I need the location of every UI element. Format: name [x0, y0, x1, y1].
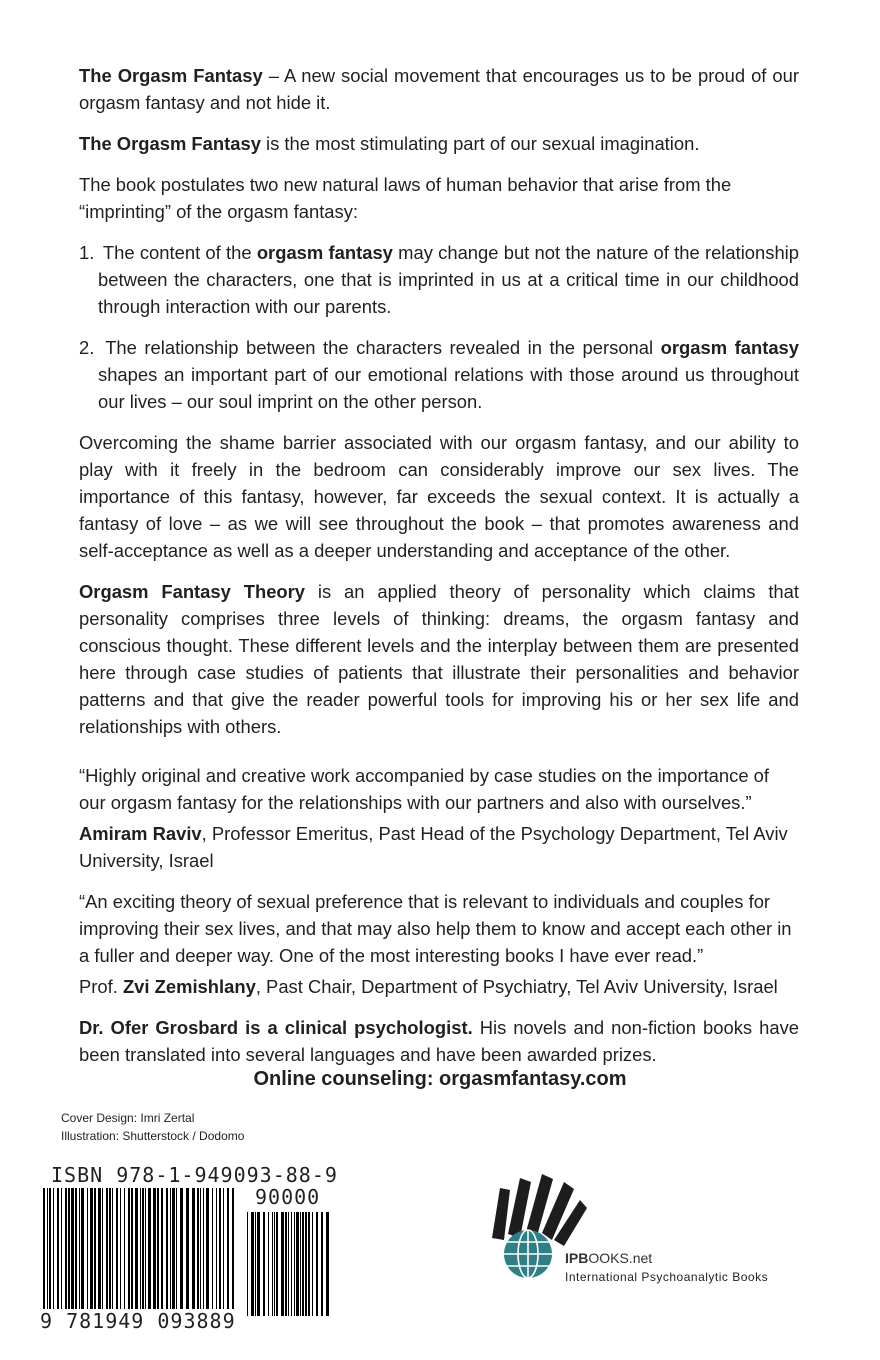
- addon-bar: [251, 1212, 254, 1316]
- brand-rest: OOKS.net: [588, 1250, 653, 1266]
- addon-bar: [285, 1212, 287, 1316]
- theory-paragraph: [79, 578, 799, 740]
- barcode-bar: [212, 1188, 213, 1310]
- law-text-pre: The relationship between the characters revealed in the personal: [98, 337, 661, 358]
- barcode-bar: [176, 1188, 177, 1310]
- theory-bold: Orgasm Fantasy Theory: [79, 581, 306, 602]
- stimulating-rest: is the most stimulating part of our sexual imagination.: [260, 133, 700, 154]
- barcode-bar: [200, 1188, 201, 1310]
- addon-bar: [312, 1212, 313, 1316]
- credits: [61, 1109, 244, 1145]
- barcode-bar: [128, 1188, 130, 1310]
- barcode-bar: [49, 1188, 51, 1310]
- law-text-post: shapes an important part of our emotional relations with those around us throughout our lives – our soul imprint on the other person.: [98, 364, 799, 412]
- stimulating-bold: The Orgasm Fantasy: [79, 133, 261, 154]
- barcode-bar: [98, 1188, 101, 1310]
- barcode-bar: [68, 1188, 70, 1310]
- addon-bar: [300, 1212, 301, 1316]
- barcode-bar: [131, 1188, 133, 1310]
- barcode-bar: [94, 1188, 96, 1310]
- addon-bar: [255, 1212, 256, 1316]
- barcode-bar: [61, 1188, 62, 1310]
- addon-bar: [294, 1212, 295, 1316]
- barcode-bar: [79, 1188, 80, 1310]
- barcode-bar: [206, 1188, 209, 1310]
- addon-bar: [274, 1212, 275, 1316]
- barcode-bar: [43, 1188, 45, 1310]
- barcode-bar: [109, 1188, 111, 1310]
- law-number: 1.: [79, 242, 95, 263]
- blurb-attribution-2: [79, 973, 799, 1000]
- barcode-bar: [142, 1188, 144, 1310]
- barcode-bar: [47, 1188, 48, 1310]
- postulates-paragraph: The book postulates two new natural laws of human behavior that arise from the “imprinting” of the orgasm fantasy:: [79, 174, 732, 222]
- barcode-bar: [153, 1188, 156, 1310]
- blurb-quote-1: “Highly original and creative work accompanied by case studies on the importance of our orgasm fantasy for the relationships with our partners and also with ourselves.”: [79, 765, 770, 813]
- barcode-bar: [219, 1188, 221, 1310]
- law-text-pre: The content of the: [98, 242, 257, 263]
- blurb-quote-2: “An exciting theory of sexual preference that is relevant to individuals and couples for improving their sex lives, and that may also help them to know and accept each other in a fuller and deeper way. One of the most interesting books I have ever read.”: [79, 891, 792, 966]
- addon-bar: [296, 1212, 299, 1316]
- addon-bar: [326, 1212, 329, 1316]
- online-counseling: Online counseling: orgasmfantasy.com: [253, 1068, 627, 1090]
- barcode-bar: [216, 1188, 217, 1310]
- barcode-bar: [135, 1188, 138, 1310]
- attribution-role: , Professor Emeritus, Past Head of the Psychology Department, Tel Aviv University, Israel: [79, 823, 788, 871]
- barcode-bar: [140, 1188, 141, 1310]
- barcode-bar: [87, 1188, 88, 1310]
- barcode-bar: [71, 1188, 74, 1310]
- barcode-bar: [120, 1188, 121, 1310]
- barcode-bar: [57, 1188, 59, 1310]
- addon-bar: [321, 1212, 323, 1316]
- barcode-bar: [223, 1188, 224, 1310]
- barcode-bar: [227, 1188, 229, 1310]
- law-text-post: may change but not the nature of the relationship between the characters, one that is imprinted in us at a critical time in our childhood through interaction with our parents.: [98, 242, 799, 317]
- addon-bar: [308, 1212, 310, 1316]
- law-text-bold: orgasm fantasy: [660, 337, 799, 358]
- barcode-bar: [232, 1188, 234, 1310]
- barcode-bar: [53, 1188, 54, 1310]
- overcoming-paragraph: Overcoming the shame barrier associated with our orgasm fantasy, and our ability to play with it freely in the bedroom can considerably improve our sex lives. The importance of this fantasy, however, far exceeds the sexual context. It is actually a fantasy of love – as we will see throughout the book – that promotes awareness and self-acceptance as well as a deeper understanding and acceptance of the other.: [79, 432, 799, 561]
- barcode-digits: 9 781949 093889: [40, 1309, 236, 1333]
- barcode-bar: [75, 1188, 77, 1310]
- addon-bar: [302, 1212, 304, 1316]
- brand-bold: IPB: [565, 1250, 589, 1266]
- barcode-bar: [172, 1188, 175, 1310]
- barcode-bar: [112, 1188, 113, 1310]
- barcode-bar: [106, 1188, 108, 1310]
- addon-bar: [276, 1212, 278, 1316]
- barcode-bar: [197, 1188, 199, 1310]
- publisher-brand: [565, 1250, 652, 1266]
- cover-design-credit: Cover Design: Imri Zertal: [61, 1111, 195, 1125]
- barcode-bar: [116, 1188, 118, 1310]
- publisher-name: International Psychoanalytic Books: [565, 1270, 769, 1284]
- theory-rest: is an applied theory of personality which claims that personality comprises three levels of thinking: dreams, the orgasm fantasy and conscious thought. These different levels and the interplay between them are presented here through case studies of patients that illustrate their personalities and behavior patterns and that give the reader powerful tools for improving his or her sex life and relationships with others.: [79, 581, 799, 737]
- barcode-bar: [148, 1188, 151, 1310]
- addon-bar: [257, 1212, 260, 1316]
- barcode-bar: [81, 1188, 84, 1310]
- law-item-1: [79, 239, 799, 320]
- barcode-bar: [65, 1188, 67, 1310]
- intro-tagline: – A new social movement that encourages us to be proud of our orgasm fantasy and not hide it.: [79, 65, 800, 113]
- barcode-bar: [192, 1188, 195, 1310]
- stimulating-paragraph: [79, 130, 799, 157]
- illustration-credit: Illustration: Shutterstock / Dodomo: [61, 1129, 245, 1143]
- barcode-bar: [157, 1188, 159, 1310]
- addon-bar: [263, 1212, 265, 1316]
- law-number: 2.: [79, 337, 95, 358]
- barcode-bar: [145, 1188, 146, 1310]
- intro-title: The Orgasm Fantasy: [79, 65, 263, 86]
- law-text-bold: orgasm fantasy: [256, 242, 393, 263]
- addon-bar: [305, 1212, 307, 1316]
- author-bio-rest: His novels and non-fiction books have been translated into several languages and have been awarded prizes.: [79, 1017, 800, 1065]
- barcode-bar: [170, 1188, 171, 1310]
- back-cover-copy: [79, 62, 799, 1082]
- barcode-bar: [203, 1188, 204, 1310]
- price-addon-code: 90000: [255, 1185, 321, 1209]
- author-bio: [79, 1014, 799, 1068]
- addon-bar: [316, 1212, 318, 1316]
- barcode-bar: [166, 1188, 168, 1310]
- author-bio-bold: Dr. Ofer Grosbard is a clinical psychologist.: [79, 1017, 473, 1038]
- law-item-2: [79, 334, 799, 415]
- addon-bar: [272, 1212, 273, 1316]
- isbn-label: ISBN 978-1-949093-88-9: [51, 1163, 338, 1187]
- attribution-name: Amiram Raviv: [79, 823, 202, 844]
- barcode-bar: [161, 1188, 163, 1310]
- barcode-bar: [102, 1188, 103, 1310]
- addon-bar: [291, 1212, 292, 1316]
- addon-bar: [288, 1212, 289, 1316]
- spacer: [79, 754, 799, 762]
- addon-bar: [268, 1212, 269, 1316]
- intro-paragraph: [79, 62, 799, 116]
- attribution-name: Zvi Zemishlany: [122, 976, 256, 997]
- attribution-prefix: Prof.: [79, 976, 123, 997]
- blurb-attribution-1: [79, 820, 799, 874]
- barcode-bar: [90, 1188, 93, 1310]
- barcode-bar: [186, 1188, 189, 1310]
- barcode: [35, 1188, 335, 1316]
- barcode-bar: [180, 1188, 183, 1310]
- barcode-bar: [124, 1188, 125, 1310]
- addon-bar: [281, 1212, 284, 1316]
- attribution-role: , Past Chair, Department of Psychiatry, Tel Aviv University, Israel: [255, 976, 778, 997]
- addon-bar: [247, 1212, 248, 1316]
